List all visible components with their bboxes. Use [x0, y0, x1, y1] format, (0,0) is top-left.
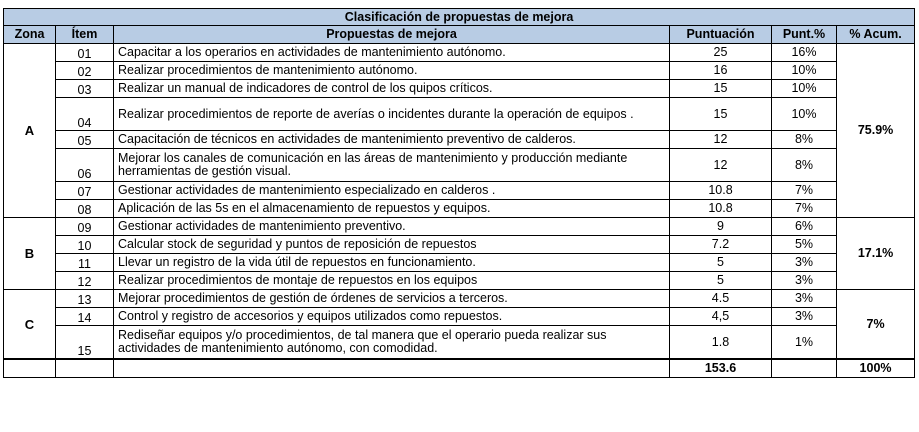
header-punt-pct: Punt.% — [772, 26, 837, 44]
pct-cell: 7% — [772, 182, 837, 200]
pct-cell: 8% — [772, 131, 837, 149]
header-zona: Zona — [4, 26, 56, 44]
proposal-cell: Realizar procedimientos de reporte de averías o incidentes durante la operación de equipos . — [114, 98, 670, 131]
proposal-cell: Capacitación de técnicos en actividades de mantenimiento preventivo de calderos. — [114, 131, 670, 149]
pct-cell: 10% — [772, 98, 837, 131]
pct-cell: 10% — [772, 80, 837, 98]
score-cell: 25 — [670, 44, 772, 62]
score-cell: 10.8 — [670, 200, 772, 218]
table-row — [4, 272, 915, 290]
pct-cell: 6% — [772, 218, 837, 236]
table-body — [4, 44, 915, 360]
proposal-cell: Gestionar actividades de mantenimiento especializado en calderos . — [114, 182, 670, 200]
item-cell: 06 — [56, 149, 114, 182]
improvement-proposals-table — [3, 8, 915, 378]
table-row — [4, 131, 915, 149]
zona-cell: A — [4, 44, 56, 218]
item-cell: 07 — [56, 182, 114, 200]
score-cell: 16 — [670, 62, 772, 80]
table-row — [4, 149, 915, 182]
total-pct-cell — [772, 359, 837, 378]
score-cell: 4,5 — [670, 308, 772, 326]
table-row — [4, 98, 915, 131]
item-cell: 13 — [56, 290, 114, 308]
zona-cell: C — [4, 290, 56, 360]
score-cell: 9 — [670, 218, 772, 236]
table-row — [4, 62, 915, 80]
total-prop-cell — [114, 359, 670, 378]
table-row — [4, 308, 915, 326]
proposal-cell: Rediseñar equipos y/o procedimientos, de tal manera que el operario pueda realizar sus actividades de mantenimiento autónomo, con comodidad. — [114, 326, 670, 360]
score-cell: 5 — [670, 272, 772, 290]
pct-cell: 7% — [772, 200, 837, 218]
total-zona-cell — [4, 359, 56, 378]
pct-cell: 5% — [772, 236, 837, 254]
item-cell: 14 — [56, 308, 114, 326]
proposal-cell: Mejorar procedimientos de gestión de órdenes de servicios a terceros. — [114, 290, 670, 308]
score-cell: 7.2 — [670, 236, 772, 254]
total-item-cell — [56, 359, 114, 378]
proposal-cell: Capacitar a los operarios en actividades de mantenimiento autónomo. — [114, 44, 670, 62]
pct-cell: 1% — [772, 326, 837, 360]
item-cell: 12 — [56, 272, 114, 290]
item-cell: 03 — [56, 80, 114, 98]
pct-cell: 3% — [772, 272, 837, 290]
proposal-cell: Control y registro de accesorios y equipos utilizados como repuestos. — [114, 308, 670, 326]
score-cell: 12 — [670, 131, 772, 149]
proposal-cell: Aplicación de las 5s en el almacenamiento de repuestos y equipos. — [114, 200, 670, 218]
pct-cell: 3% — [772, 290, 837, 308]
proposal-cell: Mejorar los canales de comunicación en las áreas de mantenimiento y producción mediante herramientas de gestión visual. — [114, 149, 670, 182]
item-cell: 08 — [56, 200, 114, 218]
item-cell: 09 — [56, 218, 114, 236]
score-cell: 10.8 — [670, 182, 772, 200]
table-row — [4, 254, 915, 272]
acum-cell: 75.9% — [837, 44, 915, 218]
table-row — [4, 44, 915, 62]
pct-cell: 3% — [772, 308, 837, 326]
proposal-cell: Realizar un manual de indicadores de control de los quipos críticos. — [114, 80, 670, 98]
item-cell: 15 — [56, 326, 114, 360]
proposal-cell: Realizar procedimientos de mantenimiento autónomo. — [114, 62, 670, 80]
table-row — [4, 80, 915, 98]
item-cell: 01 — [56, 44, 114, 62]
header-item: Ítem — [56, 26, 114, 44]
acum-cell: 17.1% — [837, 218, 915, 290]
pct-cell: 10% — [772, 62, 837, 80]
item-cell: 05 — [56, 131, 114, 149]
acum-cell: 7% — [837, 290, 915, 360]
table-title: Clasificación de propuestas de mejora — [4, 9, 915, 26]
header-acum: % Acum. — [837, 26, 915, 44]
score-cell: 12 — [670, 149, 772, 182]
pct-cell: 3% — [772, 254, 837, 272]
header-puntuacion: Puntuación — [670, 26, 772, 44]
header-propuesta: Propuestas de mejora — [114, 26, 670, 44]
proposal-cell: Realizar procedimientos de montaje de repuestos en los equipos — [114, 272, 670, 290]
table-row — [4, 326, 915, 360]
table-row — [4, 290, 915, 308]
pct-cell: 8% — [772, 149, 837, 182]
score-cell: 4.5 — [670, 290, 772, 308]
proposal-cell: Calcular stock de seguridad y puntos de reposición de repuestos — [114, 236, 670, 254]
item-cell: 04 — [56, 98, 114, 131]
total-row — [4, 359, 915, 378]
table-row — [4, 236, 915, 254]
total-acum: 100% — [837, 359, 915, 378]
score-cell: 1.8 — [670, 326, 772, 360]
item-cell: 02 — [56, 62, 114, 80]
zona-cell: B — [4, 218, 56, 290]
score-cell: 15 — [670, 80, 772, 98]
pct-cell: 16% — [772, 44, 837, 62]
table-row — [4, 182, 915, 200]
table-row — [4, 200, 915, 218]
total-score: 153.6 — [670, 359, 772, 378]
score-cell: 15 — [670, 98, 772, 131]
item-cell: 10 — [56, 236, 114, 254]
proposal-cell: Llevar un registro de la vida útil de repuestos en funcionamiento. — [114, 254, 670, 272]
proposal-cell: Gestionar actividades de mantenimiento preventivo. — [114, 218, 670, 236]
table-row — [4, 218, 915, 236]
item-cell: 11 — [56, 254, 114, 272]
score-cell: 5 — [670, 254, 772, 272]
